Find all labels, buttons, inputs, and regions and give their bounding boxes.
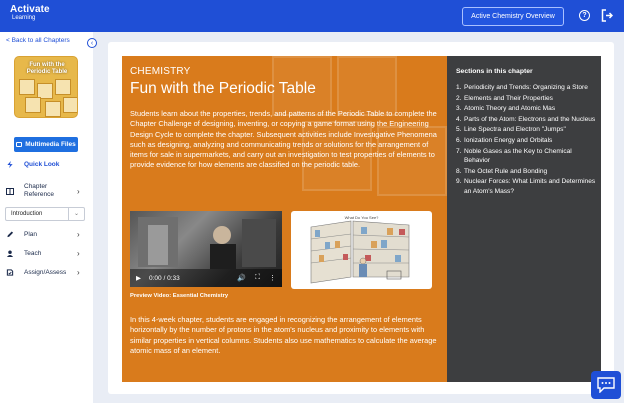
section-link[interactable] (456, 147, 596, 166)
chapter-reference-line2: Reference (24, 191, 54, 198)
multimedia-files-label: Multimedia Files (25, 141, 76, 148)
chapter-reference-line1: Chapter (24, 183, 48, 190)
section-link[interactable] (456, 83, 596, 92)
sections-heading: Sections in this chapter (456, 68, 533, 75)
preview-video-player[interactable] (130, 211, 282, 287)
chevron-right-icon: › (77, 249, 80, 258)
section-label: Ionization Energy and Orbitals (464, 136, 553, 144)
chat-support-button[interactable] (591, 371, 621, 399)
thumbnail-title-line2: Periodic Table (26, 68, 68, 75)
course-overview-button[interactable]: Active Chemistry Overview (462, 7, 564, 26)
section-select-value: Introduction (11, 211, 43, 217)
section-link[interactable] (456, 94, 596, 103)
section-number: 9. (456, 178, 462, 186)
chevron-right-icon: › (77, 186, 80, 196)
section-select[interactable] (5, 207, 85, 221)
more-options-icon[interactable]: ⋮ (269, 275, 276, 282)
chevron-right-icon: › (77, 268, 80, 277)
chapter-overview-card (122, 56, 447, 382)
section-label: Parts of the Atom: Electrons and the Nucleus (464, 115, 596, 123)
video-controls (130, 269, 282, 287)
assign-assess-label: Assign/Assess (24, 269, 67, 276)
plan-label: Plan (24, 231, 38, 238)
sections-list (456, 83, 596, 197)
section-number: 4. (456, 115, 462, 123)
chapter-summary: In this 4-week chapter, students are engaged in recognizing the arrangement of elements horizontally by the number of protons in the atom's nucleus and proximity to elements with similar properties in vertical columns. Students also use mathematics to calculate the average atomic mass of an element. (130, 315, 437, 355)
section-label: Periodicity and Trends: Organizing a Store (464, 84, 588, 91)
sidebar (0, 32, 93, 403)
section-number: 7. (456, 147, 462, 155)
pencil-icon (6, 231, 14, 238)
chapter-title: Fun with the Periodic Table (130, 80, 316, 97)
quick-look-label: Quick Look (24, 161, 60, 168)
logo-line1: Activate (10, 4, 50, 15)
chapter-subject: CHEMISTRY (130, 66, 191, 77)
chevron-down-icon: ⌄ (74, 211, 80, 217)
supermarket-illustration[interactable] (291, 211, 432, 289)
section-number: 8. (456, 167, 462, 175)
video-caption: Preview Video: Essential Chemistry (130, 293, 229, 299)
multimedia-files-button[interactable] (14, 137, 78, 152)
section-label: Nuclear Forces: What Limits and Determines an Atom's Mass? (464, 178, 596, 195)
back-to-chapters-link[interactable]: < Back to all Chapters (6, 37, 70, 44)
video-time: 0:00 / 0:33 (149, 274, 180, 282)
section-link[interactable] (456, 167, 596, 176)
section-link[interactable] (456, 115, 596, 124)
chat-icon (597, 377, 615, 393)
chevron-right-icon: › (77, 230, 80, 239)
section-number: 6. (456, 136, 462, 144)
sidebar-item-quick-look[interactable] (6, 161, 59, 168)
sidebar-item-assign-assess[interactable] (6, 268, 80, 277)
section-link[interactable] (456, 104, 596, 113)
sections-panel (447, 56, 601, 382)
thumbnail-title (15, 62, 78, 75)
video-scene-art (130, 211, 282, 269)
volume-icon[interactable]: 🔊 (237, 275, 247, 282)
folder-icon (16, 142, 22, 147)
sidebar-item-teach[interactable] (6, 249, 80, 258)
section-label: Noble Gases as the Key to Chemical Behavior (464, 147, 572, 164)
sidebar-item-plan[interactable] (6, 230, 80, 239)
section-number: 1. (456, 84, 462, 91)
section-label: Elements and Their Properties (464, 94, 553, 102)
book-icon (6, 188, 14, 195)
section-label: Atomic Theory and Atomic Mas (464, 105, 556, 113)
collapse-sidebar-icon[interactable]: ‹ (87, 38, 97, 48)
thumbnail-title-line1: Fun with the (29, 62, 65, 68)
section-number: 3. (456, 105, 462, 113)
section-label: Line Spectra and Electron "Jumps" (464, 126, 566, 134)
assign-icon (6, 269, 14, 276)
teach-icon (6, 250, 14, 257)
section-link[interactable] (456, 177, 596, 196)
illustration-title: What Do You See? (344, 215, 379, 220)
fullscreen-icon[interactable]: ⛶ (255, 274, 260, 281)
section-number: 2. (456, 94, 462, 102)
section-link[interactable] (456, 125, 596, 134)
teach-label: Teach (24, 250, 42, 257)
top-bar (0, 0, 624, 32)
play-icon[interactable]: ▶ (136, 275, 141, 282)
section-link[interactable] (456, 136, 596, 145)
section-label: The Octet Rule and Bonding (464, 167, 548, 175)
chapter-reference-label (24, 183, 54, 199)
logo-line2: Learning (12, 15, 36, 21)
lightning-icon (6, 161, 14, 168)
chapter-thumbnail (14, 56, 78, 118)
supermarket-drawing (291, 211, 432, 289)
chapter-description: Students learn about the properties, trends, and patterns of the Periodic Table to complete the Chapter Challenge of designing, inventing, or copying a game format using the Engineering Design Cycle to complete the chapter. Subsequent activities include Investigative Phenomena such as designing, analyzing and communicating trends or solutions for the arrangement of items for sale in supermarkets, and carry out an investigation to test properties of elements to provide evidence for how elements are classified on the periodic table. (130, 109, 437, 170)
logout-icon[interactable] (601, 9, 613, 22)
sidebar-item-chapter-reference[interactable] (6, 183, 80, 199)
help-icon[interactable]: ? (579, 10, 590, 21)
section-number: 5. (456, 126, 462, 134)
activate-learning-logo[interactable] (10, 5, 50, 21)
